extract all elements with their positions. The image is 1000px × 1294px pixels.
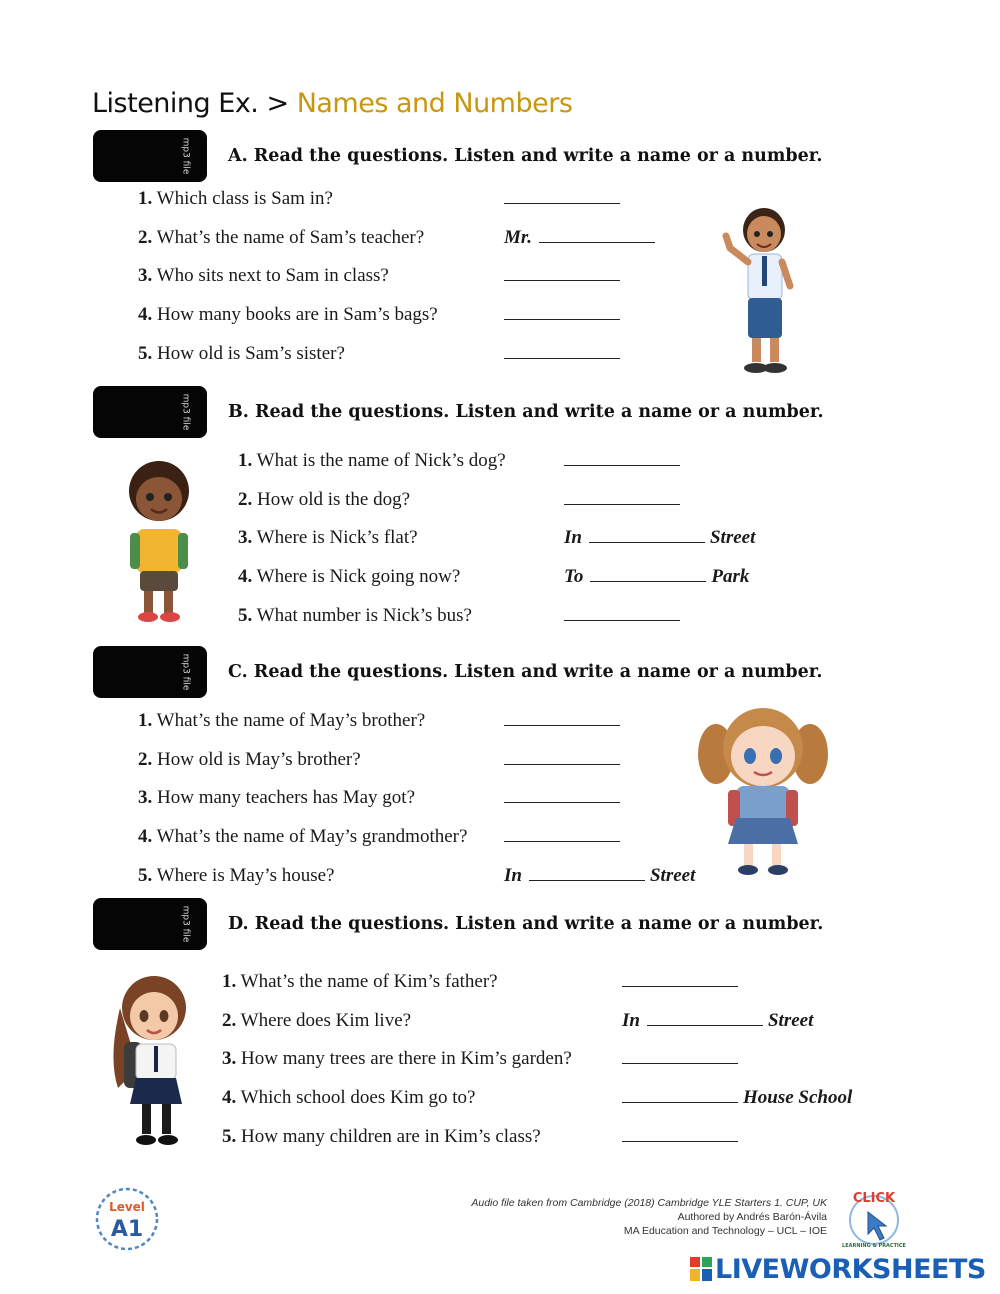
- liveworksheets-logo: [690, 1254, 986, 1285]
- question-b-1: [238, 450, 506, 472]
- girl-kim-illustration: [98, 968, 202, 1150]
- answer-suffix: House School: [743, 1087, 853, 1109]
- answer-b-2: [564, 489, 685, 511]
- answer-suffix: Street: [767, 1009, 814, 1031]
- answer-blank[interactable]: [539, 228, 655, 243]
- question-text: Who sits next to Sam in class?: [156, 265, 389, 287]
- level-badge-value: A1: [110, 1217, 144, 1242]
- question-text: Where is Nick going now?: [256, 566, 461, 588]
- question-a-4: [138, 304, 438, 326]
- question-d-2: [222, 1010, 411, 1032]
- answer-suffix: Street: [649, 864, 696, 886]
- answer-blank[interactable]: [504, 827, 620, 842]
- question-text: Where is Nick’s flat?: [256, 527, 418, 549]
- question-number: 1.: [138, 710, 153, 731]
- question-number: 3.: [222, 1048, 237, 1070]
- boy-nick-illustration: [112, 455, 206, 627]
- question-number: 1.: [222, 971, 237, 992]
- answer-blank[interactable]: [504, 305, 620, 320]
- page-title: [92, 88, 572, 119]
- title-accent: Names and Numbers: [296, 88, 573, 119]
- title-prefix: Listening Ex. >: [92, 88, 289, 119]
- level-badge-label: Level: [109, 1200, 145, 1214]
- question-d-1: [222, 971, 498, 993]
- answer-blank[interactable]: [504, 266, 620, 281]
- question-d-5: [222, 1126, 541, 1148]
- question-number: 5.: [238, 604, 253, 626]
- question-a-2: [138, 227, 424, 249]
- answer-d-2: [622, 1010, 813, 1032]
- answer-d-3: [622, 1048, 743, 1070]
- question-b-2: [238, 489, 410, 511]
- question-number: 5.: [138, 864, 153, 886]
- question-c-1: [138, 710, 425, 732]
- audio-label: mp3 file: [180, 393, 191, 431]
- answer-d-4: [622, 1087, 852, 1109]
- answer-blank[interactable]: [622, 1127, 738, 1142]
- question-text: What’s the name of Sam’s teacher?: [156, 226, 425, 248]
- question-number: 4.: [222, 1087, 237, 1109]
- answer-a-1: [504, 188, 625, 210]
- credits-line-2: Authored by Andrés Barón-Ávila: [677, 1211, 827, 1223]
- question-number: 4.: [238, 566, 253, 588]
- audio-label: mp3 file: [180, 653, 191, 691]
- question-b-5: [238, 605, 472, 627]
- answer-prefix: In: [564, 527, 582, 549]
- question-a-1: [138, 188, 333, 210]
- answer-blank[interactable]: [504, 344, 620, 359]
- question-number: 5.: [222, 1125, 237, 1147]
- credits-line-1: Audio file taken from Cambridge (2018) Cambridge YLE Starters 1. CUP, UK: [471, 1197, 827, 1209]
- answer-d-1: [622, 971, 743, 993]
- answer-d-5: [622, 1126, 743, 1148]
- question-c-5: [138, 865, 334, 887]
- question-c-2: [138, 749, 361, 771]
- answer-blank[interactable]: [590, 567, 706, 582]
- question-number: 1.: [238, 450, 253, 471]
- question-text: What is the name of Nick’s dog?: [256, 450, 506, 471]
- answer-b-1: [564, 450, 685, 472]
- answer-a-4: [504, 304, 625, 326]
- question-text: Which school does Kim go to?: [240, 1087, 476, 1109]
- question-a-3: [138, 265, 389, 287]
- question-text: What number is Nick’s bus?: [256, 604, 472, 626]
- liveworksheets-mark-icon: [690, 1257, 712, 1281]
- audio-player-a[interactable]: [93, 130, 207, 182]
- question-number: 4.: [138, 304, 153, 326]
- section-heading-c: C. Read the questions. Listen and write a name or a number.: [228, 662, 823, 682]
- answer-c-5: [504, 865, 695, 887]
- question-b-4: [238, 566, 460, 588]
- question-text: How many books are in Sam’s bags?: [157, 304, 438, 326]
- level-a1-badge: [92, 1186, 162, 1257]
- question-text: Where is May’s house?: [156, 864, 335, 886]
- answer-suffix: Street: [709, 527, 756, 549]
- credits: [471, 1196, 827, 1238]
- section-heading-b: B. Read the questions. Listen and write a name or a number.: [228, 402, 824, 422]
- answer-blank[interactable]: [504, 711, 620, 726]
- answer-blank[interactable]: [622, 1049, 738, 1064]
- click-logo: [838, 1186, 910, 1255]
- click-logo-sub: LEARNING & PRACTICE: [842, 1243, 906, 1249]
- question-number: 2.: [138, 748, 153, 770]
- question-number: 2.: [138, 226, 153, 248]
- audio-player-d[interactable]: [93, 898, 207, 950]
- answer-c-4: [504, 826, 625, 848]
- question-d-3: [222, 1048, 572, 1070]
- question-text: How many trees are there in Kim’s garden?: [241, 1048, 572, 1070]
- answer-blank[interactable]: [622, 1088, 738, 1103]
- audio-label: mp3 file: [180, 137, 191, 175]
- audio-label: mp3 file: [180, 905, 191, 943]
- question-number: 3.: [138, 265, 153, 287]
- question-text: Which class is Sam in?: [156, 188, 333, 209]
- question-number: 3.: [238, 527, 253, 549]
- credits-line-3: MA Education and Technology – UCL – IOE: [623, 1225, 827, 1237]
- boy-sam-illustration: [712, 200, 802, 378]
- question-b-3: [238, 527, 418, 549]
- answer-blank[interactable]: [504, 750, 620, 765]
- answer-blank[interactable]: [647, 1011, 763, 1026]
- answer-a-2: [504, 227, 660, 249]
- question-c-4: [138, 826, 467, 848]
- answer-prefix: To: [564, 566, 584, 588]
- answer-blank[interactable]: [622, 972, 738, 987]
- question-number: 1.: [138, 188, 153, 209]
- audio-player-b[interactable]: [93, 386, 207, 438]
- audio-player-c[interactable]: [93, 646, 207, 698]
- section-heading-a: A. Read the questions. Listen and write a name or a number.: [228, 146, 823, 166]
- question-text: How many teachers has May got?: [157, 787, 416, 809]
- girl-may-illustration: [692, 698, 834, 880]
- answer-a-3: [504, 265, 625, 287]
- question-d-4: [222, 1087, 476, 1109]
- question-number: 3.: [138, 787, 153, 809]
- answer-b-3: [564, 527, 755, 549]
- answer-prefix: In: [504, 864, 522, 886]
- question-c-3: [138, 787, 415, 809]
- answer-blank[interactable]: [564, 451, 680, 466]
- question-text: How old is May’s brother?: [157, 748, 361, 770]
- question-text: How old is Sam’s sister?: [157, 342, 345, 364]
- question-text: What’s the name of Kim’s father?: [240, 971, 498, 992]
- answer-a-5: [504, 343, 625, 365]
- question-number: 5.: [138, 342, 153, 364]
- question-number: 2.: [222, 1009, 237, 1031]
- question-number: 2.: [238, 488, 253, 510]
- answer-b-5: [564, 605, 685, 627]
- answer-prefix: Mr.: [504, 226, 532, 248]
- answer-prefix: In: [622, 1009, 640, 1031]
- answer-b-4: [564, 566, 749, 588]
- answer-blank[interactable]: [504, 189, 620, 204]
- answer-blank[interactable]: [504, 788, 620, 803]
- question-text: What’s the name of May’s grandmother?: [156, 826, 468, 848]
- liveworksheets-brand: LIVEWORKSHEETS: [715, 1254, 986, 1285]
- answer-blank[interactable]: [529, 866, 645, 881]
- answer-blank[interactable]: [564, 606, 680, 621]
- answer-c-1: [504, 710, 625, 732]
- question-text: What’s the name of May’s brother?: [156, 710, 426, 731]
- answer-suffix: Park: [711, 566, 750, 588]
- answer-blank[interactable]: [589, 528, 705, 543]
- answer-c-2: [504, 749, 625, 771]
- answer-blank[interactable]: [564, 490, 680, 505]
- question-a-5: [138, 343, 345, 365]
- question-text: Where does Kim live?: [240, 1009, 412, 1031]
- click-logo-word: CLICK: [852, 1191, 896, 1206]
- question-number: 4.: [138, 826, 153, 848]
- question-text: How many children are in Kim’s class?: [241, 1125, 541, 1147]
- answer-c-3: [504, 787, 625, 809]
- section-heading-d: D. Read the questions. Listen and write a name or a number.: [228, 914, 824, 934]
- question-text: How old is the dog?: [257, 488, 411, 510]
